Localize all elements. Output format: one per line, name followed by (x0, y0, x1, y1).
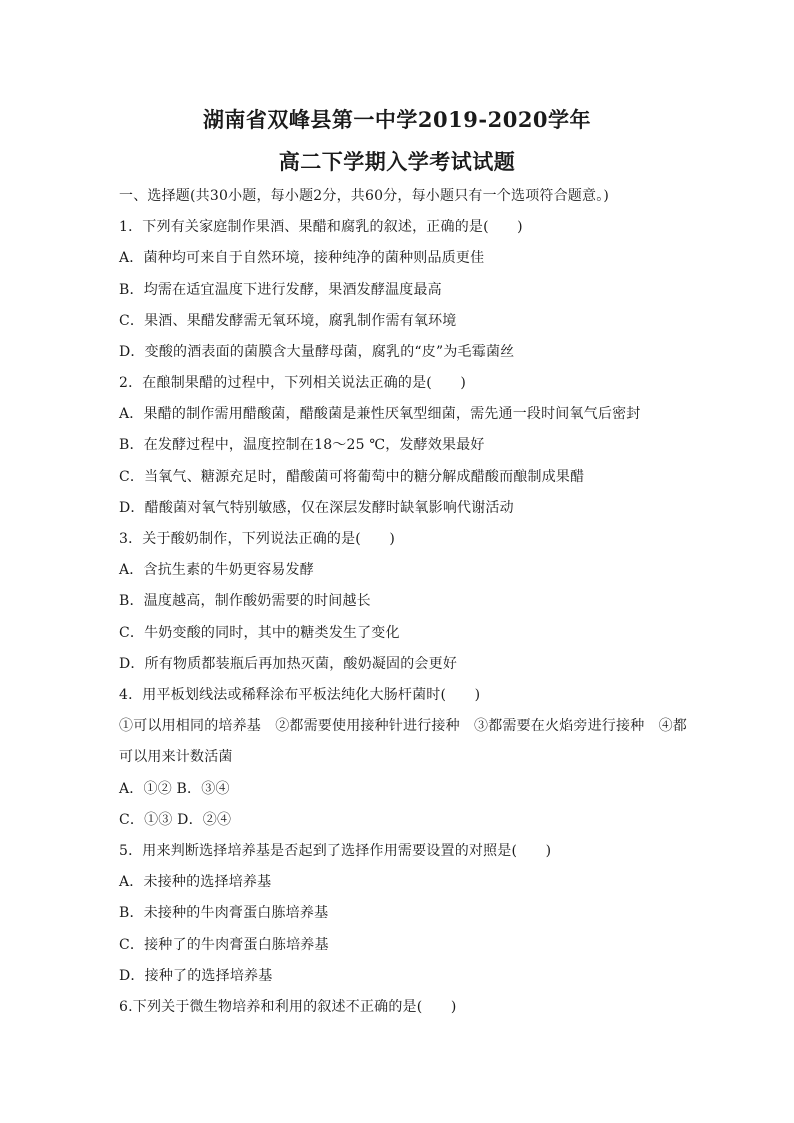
question-1-stem: 1．下列有关家庭制作果酒、果醋和腐乳的叙述，正确的是( ) (119, 219, 523, 235)
question-4-statements-cont: 可以用来计数活菌 (119, 749, 233, 765)
section-heading: 一、选择题(共30小题，每小题2分，共60分，每小题只有一个选项符合题意。) (119, 188, 610, 204)
question-4-options-ab: A．①② B．③④ (119, 781, 230, 797)
question-2-stem: 2．在酿制果醋的过程中，下列相关说法正确的是( ) (119, 375, 467, 391)
question-5-option-b: B．未接种的牛肉膏蛋白胨培养基 (119, 905, 329, 921)
question-4-stem: 4．用平板划线法或稀释涂布平板法纯化大肠杆菌时( ) (119, 687, 481, 703)
document-subtitle: 高二下学期入学考试试题 (278, 149, 516, 174)
question-5-option-c: C．接种了的牛肉膏蛋白胨培养基 (119, 937, 329, 953)
question-1-option-d: D．变酸的酒表面的菌膜含大量酵母菌，腐乳的“皮”为毛霉菌丝 (119, 344, 515, 360)
question-2-option-d: D．醋酸菌对氧气特别敏感，仅在深层发酵时缺氧影响代谢活动 (119, 500, 514, 516)
question-1-option-b: B．均需在适宜温度下进行发酵，果酒发酵温度最高 (119, 282, 442, 298)
question-5-option-a: A．未接种的选择培养基 (119, 874, 272, 890)
question-3-option-d: D．所有物质都装瓶后再加热灭菌，酸奶凝固的会更好 (119, 656, 458, 672)
question-6-stem: 6.下列关于微生物培养和利用的叙述不正确的是( ) (119, 999, 457, 1015)
question-1-option-c: C．果酒、果醋发酵需无氧环境，腐乳制作需有氧环境 (119, 313, 457, 329)
question-5-option-d: D．接种了的选择培养基 (119, 968, 273, 984)
question-4-options-cd: C．①③ D．②④ (119, 812, 232, 828)
question-3-option-a: A．含抗生素的牛奶更容易发酵 (119, 562, 314, 578)
question-1-option-a: A．菌种均可来自于自然环境，接种纯净的菌种则品质更佳 (119, 250, 485, 266)
question-3-stem: 3．关于酸奶制作，下列说法正确的是( ) (119, 531, 396, 547)
question-2-option-c: C．当氧气、糖源充足时，醋酸菌可将葡萄中的糖分解成醋酸而酿制成果醋 (119, 469, 585, 485)
question-3-option-c: C．牛奶变酸的同时，其中的糖类发生了变化 (119, 625, 400, 641)
question-5-stem: 5．用来判断选择培养基是否起到了选择作用需要设置的对照是( ) (119, 843, 552, 859)
question-2-option-b: B．在发酵过程中，温度控制在18～25 ℃，发酵效果最好 (119, 437, 485, 453)
document-title: 湖南省双峰县第一中学2019-2020学年 (202, 107, 592, 132)
question-3-option-b: B．温度越高，制作酸奶需要的时间越长 (119, 593, 371, 609)
question-2-option-a: A．果醋的制作需用醋酸菌，醋酸菌是兼性厌氧型细菌，需先通一段时间氧气后密封 (119, 406, 641, 422)
question-4-statements: ①可以用相同的培养基 ②都需要使用接种针进行接种 ③都需要在火焰旁进行接种 ④都 (119, 718, 687, 734)
